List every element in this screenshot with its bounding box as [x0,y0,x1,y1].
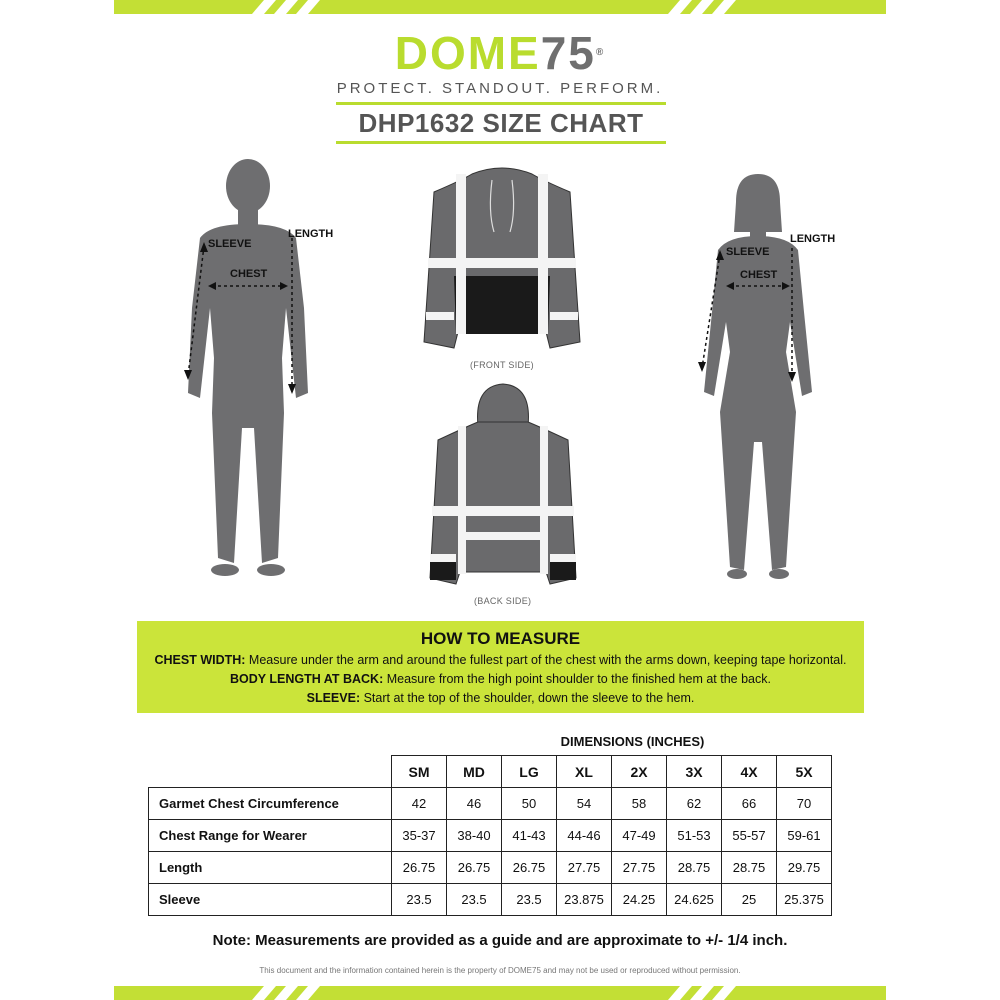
page-title: DHP1632 SIZE CHART [358,108,644,138]
male-figure [170,158,334,578]
table-row [149,884,832,916]
table-cell: 54 [557,788,612,820]
table-cell: 50 [502,788,557,820]
table-corner [149,756,392,788]
dimensions-title: DIMENSIONS (INCHES) [560,734,705,749]
bottom-stripe [114,986,886,1000]
male-sleeve-label: SLEEVE [208,238,252,250]
table-cell: 27.75 [557,852,612,884]
table-cell: 24.25 [612,884,667,916]
top-stripe [114,0,886,14]
sleeve-instruction [137,690,864,706]
legal-notice: This document and the information contained herein is the property of DOME75 and may not be used or reproduced without permission. [259,966,741,975]
male-silhouette-icon [170,158,330,578]
table-cell: 23.5 [447,884,502,916]
table-cell: 23.5 [392,884,447,916]
table-cell: 27.75 [612,852,667,884]
table-cell: 59-61 [777,820,832,852]
table-cell: 25 [722,884,777,916]
table-cell: 29.75 [777,852,832,884]
hoodie-back-icon [428,382,578,592]
back-side-caption: (BACK SIDE) [474,596,532,606]
female-figure [690,172,840,582]
table-cell: 26.75 [502,852,557,884]
male-chest-label: CHEST [230,268,268,280]
size-header: 3X [667,756,722,788]
registered-mark: ® [595,47,606,58]
row-label: Length [149,852,392,884]
logo-dome: DOME [394,27,541,79]
sleeve-label: SLEEVE: [306,691,361,705]
size-header: SM [392,756,447,788]
table-cell: 58 [612,788,667,820]
chest-width-label: CHEST WIDTH: [154,653,246,667]
table-cell: 28.75 [667,852,722,884]
table-cell: 24.625 [667,884,722,916]
table-row [149,820,832,852]
row-label: Sleeve [149,884,392,916]
table-row [149,788,832,820]
table-cell: 28.75 [722,852,777,884]
size-header: XL [557,756,612,788]
size-header: 5X [777,756,832,788]
sleeve-text: Start at the top of the shoulder, down the sleeve to the hem. [360,691,695,705]
table-cell: 51-53 [667,820,722,852]
size-header-row [149,756,832,788]
table-cell: 47-49 [612,820,667,852]
male-length-label: LENGTH [288,228,334,240]
size-header: MD [447,756,502,788]
female-sleeve-label: SLEEVE [726,246,770,258]
front-side-caption: (FRONT SIDE) [470,360,534,370]
table-cell: 46 [447,788,502,820]
size-table [148,755,832,916]
measurement-note: Note: Measurements are provided as a guide and are approximate to +/- 1/4 inch. [212,932,788,949]
table-cell: 35-37 [392,820,447,852]
table-cell: 41-43 [502,820,557,852]
brand-tagline: PROTECT. STANDOUT. PERFORM. [336,80,664,97]
chest-width-text: Measure under the arm and around the fullest part of the chest with the arms down, keeping tape horizontal. [245,653,847,667]
table-cell: 62 [667,788,722,820]
size-header: 4X [722,756,777,788]
table-row [149,852,832,884]
title-box [336,102,666,144]
logo-number: 75 [540,27,596,79]
table-cell: 26.75 [447,852,502,884]
row-label: Chest Range for Wearer [149,820,392,852]
brand-header [0,27,1000,97]
row-label: Garmet Chest Circumference [149,788,392,820]
table-cell: 23.875 [557,884,612,916]
female-chest-label: CHEST [740,269,778,281]
size-header: LG [502,756,557,788]
table-cell: 55-57 [722,820,777,852]
table-cell: 25.375 [777,884,832,916]
how-to-measure-title: HOW TO MEASURE [420,629,581,648]
brand-logo [0,27,1000,79]
table-cell: 66 [722,788,777,820]
body-length-instruction [137,671,864,687]
table-cell: 23.5 [502,884,557,916]
female-length-label: LENGTH [790,233,836,245]
table-cell: 44-46 [557,820,612,852]
hoodie-front [422,162,582,372]
hoodie-front-icon [422,162,582,354]
table-cell: 42 [392,788,447,820]
table-cell: 38-40 [447,820,502,852]
chest-width-instruction [137,652,864,668]
body-length-text: Measure from the high point shoulder to the finished hem at the back. [383,672,771,686]
size-header: 2X [612,756,667,788]
hoodie-back [428,382,578,607]
body-length-label: BODY LENGTH AT BACK: [230,672,384,686]
table-cell: 70 [777,788,832,820]
table-cell: 26.75 [392,852,447,884]
how-to-measure-box [137,621,864,713]
